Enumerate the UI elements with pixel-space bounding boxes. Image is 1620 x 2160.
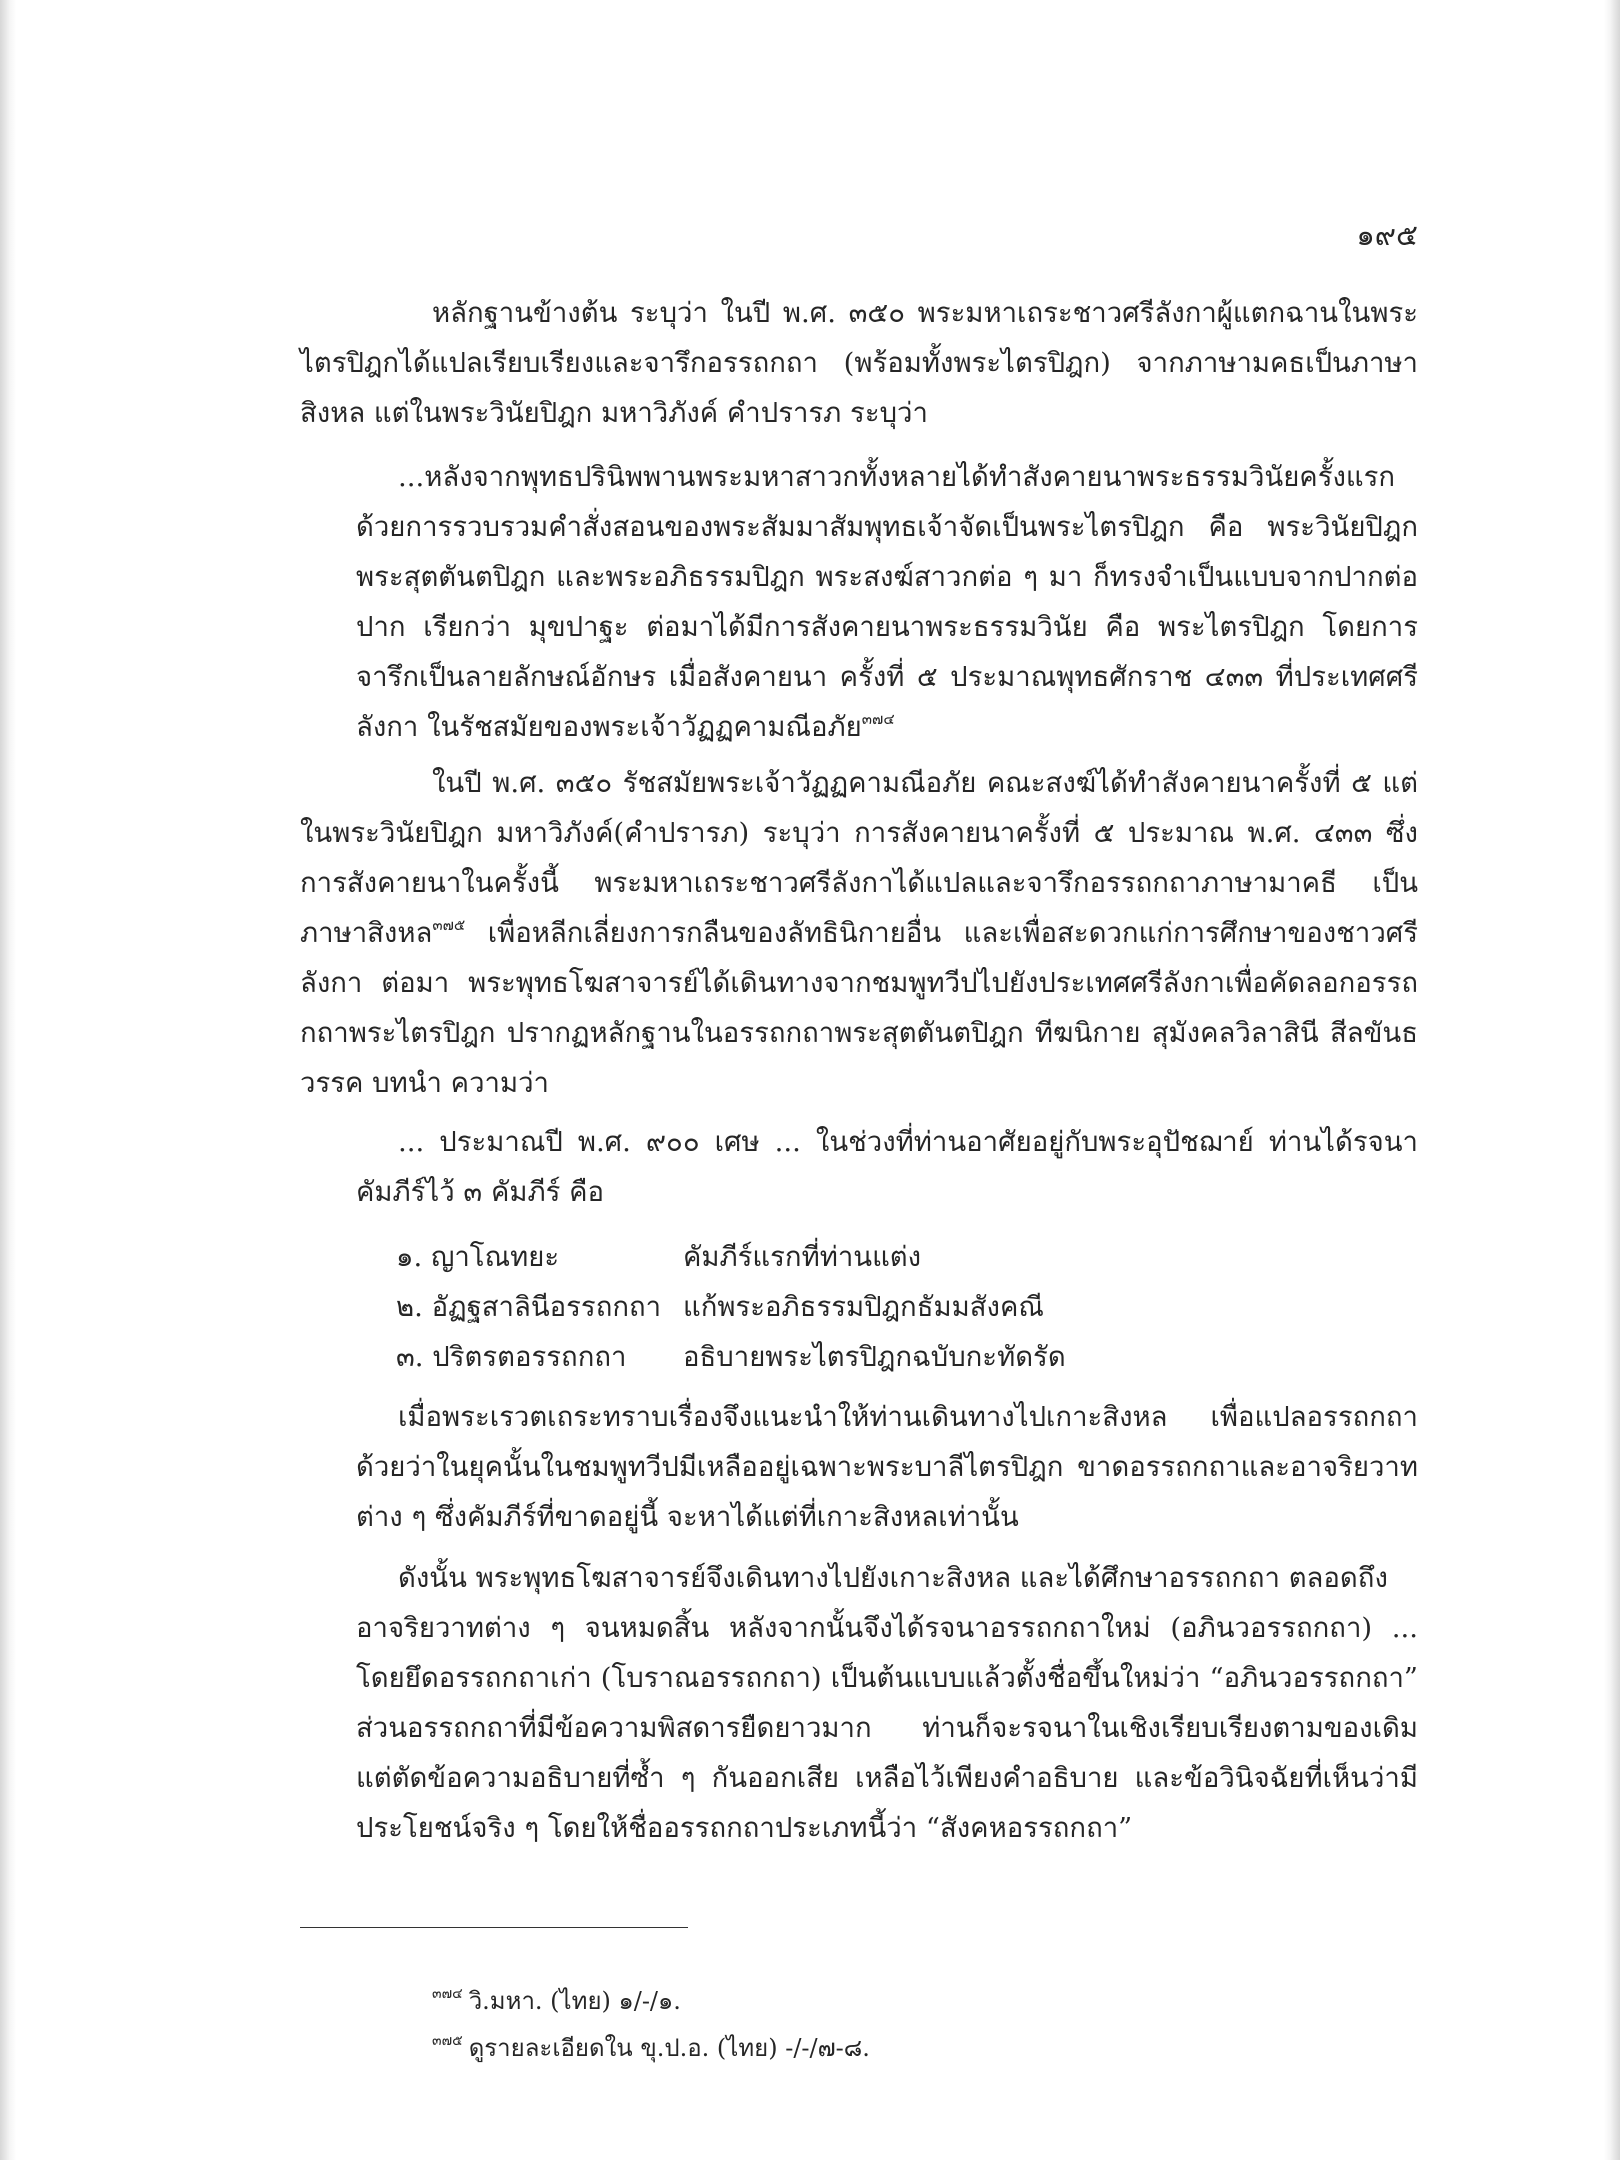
works-list	[396, 1232, 1066, 1382]
paragraph-fifth-council	[300, 758, 1418, 1108]
page-edge-left	[0, 0, 16, 2160]
paragraph-fifth-council-text-b: เพื่อหลีกเลี่ยงการกลืนของลัทธินิกายอื่น และเพื่อสะดวกแก่การศึกษาของชาวศรีลังกา ต่อมา พระพุทธโฆสาจารย์ได้เดินทางจากชมพูทวีปไปยังประเทศศรีลังกาเพื่อคัดลอกอรรถกถาพระไตรปิฎก ปรากฏหลักฐานในอรรถกถาพระสุตตันตปิฎก ทีฆนิกาย สุมังคลวิลาสินี สีลขันธวรรค บทนำ ความว่า	[300, 917, 1418, 1099]
quote-buddhaghosa-works-intro: ... ประมาณปี พ.ศ. ๙๐๐ เศษ ... ในช่วงที่ท่านอาศัยอยู่กับพระอุปัชฌาย์ ท่านได้รจนาคัมภีร์ไว้ ๓ คัมภีร์ คือ	[356, 1126, 1418, 1208]
list-item	[396, 1232, 1066, 1282]
footnote-ref-374: ๓๗๔	[861, 710, 895, 728]
footnote-divider	[300, 1927, 688, 1928]
footnote-374	[432, 1981, 681, 2021]
page-number: ๑๙๕	[1356, 218, 1418, 252]
footnote-text: ดูรายละเอียดใน ขุ.ป.อ. (ไทย) -/-/๗-๘.	[468, 2034, 870, 2062]
work-name: ๒. อัฏฐสาลินีอรรถกถา	[396, 1291, 662, 1323]
quote-sinhala-journey-rest: อาจริยวาทต่าง ๆ จนหมดสิ้น หลังจากนั้นจึงได้รจนาอรรถกถาใหม่ (อภินวอรรถกถา) ... โดยยึดอรรถกถาเก่า (โบราณอรรถกถา) เป็นต้นแบบแล้วตั้งชื่อขึ้นใหม่ว่า “อภินวอรรถกถา” ส่วนอรรถกถาที่มีข้อความพิสดารยืดยาวมาก ท่านก็จะรจนาในเชิงเรียบเรียงตามของเดิม แต่ตัดข้อความอธิบายที่ซ้ำ ๆ กันออกเสีย เหลือไว้เพียงคำอธิบาย และข้อวินิจฉัยที่เห็นว่ามีประโยชน์จริง ๆ โดยให้ชื่ออรรถกถาประเภทนี้ว่า “สังคหอรรถกถา”	[356, 1612, 1418, 1844]
quote-vinaya-preface	[356, 452, 1418, 752]
list-item	[396, 1282, 1066, 1332]
quote-vinaya-preface-text: ...หลังจากพุทธปรินิพพานพระมหาสาวกทั้งหลายได้ทำสังคายนาพระธรรมวินัยครั้งแรกด้วยการรวบรวมคำสั่งสอนของพระสัมมาสัมพุทธเจ้าจัดเป็นพระไตรปิฎก คือ พระวินัยปิฎก พระสุตตันตปิฎก และพระอภิธรรมปิฎก พระสงฆ์สาวกต่อ ๆ มา ก็ทรงจำเป็นแบบจากปากต่อปาก เรียกว่า มุขปาฐะ ต่อมาได้มีการสังคายนาพระธรรมวินัย คือ พระไตรปิฎก โดยการจารึกเป็นลายลักษณ์อักษร เมื่อสังคายนา ครั้งที่ ๕ ประมาณพุทธศักราช ๔๓๓ ที่ประเทศศรีลังกา ในรัชสมัยของพระเจ้าวัฏฏคามณีอภัย	[356, 461, 1418, 743]
list-item	[396, 1332, 1066, 1382]
quote-sinhala-journey-line1: ดังนั้น พระพุทธโฆสาจารย์จึงเดินทางไปยังเกาะสิงหล และได้ศึกษาอรรถกถา ตลอดถึง	[398, 1562, 1388, 1594]
work-name: ๑. ญาโณทยะ	[396, 1241, 560, 1273]
paragraph-evidence: หลักฐานข้างต้น ระบุว่า ในปี พ.ศ. ๓๕๐ พระมหาเถระชาวศรีลังกาผู้แตกฉานในพระไตรปิฎกได้แปลเรียบเรียงและจารึกอรรถกถา (พร้อมทั้งพระไตรปิฎก) จากภาษามคธเป็นภาษาสิงหล แต่ในพระวินัยปิฎก มหาวิภังค์ คำปรารภ ระบุว่า	[300, 297, 1418, 429]
work-description: คัมภีร์แรกที่ท่านแต่ง	[683, 1241, 922, 1273]
work-name: ๓. ปริตรตอรรถกถา	[396, 1341, 627, 1373]
work-description: อธิบายพระไตรปิฎกฉบับกะทัดรัด	[683, 1341, 1066, 1373]
footnote-375	[432, 2028, 870, 2068]
page-edge-right	[1604, 0, 1620, 2160]
footnote-number: ๓๗๕	[432, 2033, 463, 2049]
work-description: แก้พระอภิธรรมปิฎกธัมมสังคณี	[683, 1291, 1044, 1323]
footnote-text: วิ.มหา. (ไทย) ๑/-/๑.	[468, 1987, 681, 2015]
paragraph-fifth-council-text-a: ในปี พ.ศ. ๓๕๐ รัชสมัยพระเจ้าวัฏฏคามณีอภัย คณะสงฆ์ได้ทำสังคายนาครั้งที่ ๕ แต่ในพระวินัยปิฎก มหาวิภังค์(คำปรารภ) ระบุว่า การสังคายนาครั้งที่ ๕ ประมาณ พ.ศ. ๔๓๓ ซึ่งการสังคายนาในครั้งนี้ พระมหาเถระชาวศรีลังกาได้แปลและจารึกอรรถกถาภาษามาคธี เป็นภาษาสิงหล	[300, 767, 1418, 949]
footnote-number: ๓๗๔	[432, 1986, 463, 2002]
quote-revata-advice: เมื่อพระเรวตเถระทราบเรื่องจึงแนะนำให้ท่านเดินทางไปเกาะสิงหล เพื่อแปลอรรถกถา ด้วยว่าในยุคนั้นในชมพูทวีปมีเหลืออยู่เฉพาะพระบาลีไตรปิฎก ขาดอรรถกถาและอาจริยวาทต่าง ๆ ซึ่งคัมภีร์ที่ขาดอยู่นี้ จะหาได้แต่ที่เกาะสิงหลเท่านั้น	[356, 1401, 1418, 1533]
footnote-ref-375: ๓๗๕	[432, 916, 466, 934]
